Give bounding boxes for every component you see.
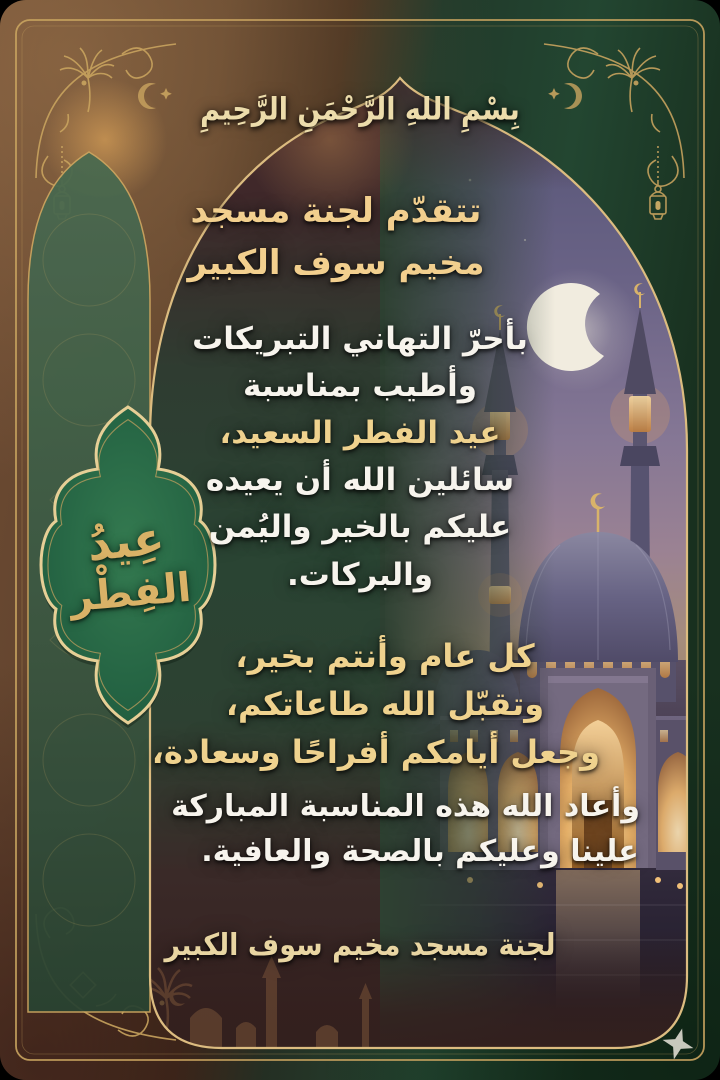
greeting-text — [158, 316, 562, 599]
bismillah-calligraphy: بِسْمِ اللهِ الرَّحْمَنِ الرَّحِيمِ — [200, 91, 520, 128]
greeting-line: بأحرّ التهاني التبريكات — [192, 321, 528, 357]
intro-line-2: مخيم سوف الكبير — [187, 242, 485, 283]
intro-text — [136, 186, 536, 289]
eid-fitr-calligraphy — [36, 441, 220, 688]
blessing-line: وجعل أيامكم أفراحًا وسعادة، — [151, 733, 600, 771]
greeting-line: والبركات. — [286, 556, 434, 593]
medallion-word-bottom: الفِطْر — [67, 564, 193, 622]
greeting-line-eid: عيد الفطر السعيد، — [219, 415, 501, 452]
signature-calligraphy: لجنة مسجد مخيم سوف الكبير — [164, 928, 556, 963]
blessing-line: كل عام وأنتم بخير، — [235, 637, 535, 675]
medallion-word-top: عِيدُ — [85, 510, 167, 572]
greeting-line: عليكم بالخير واليُمن — [208, 509, 512, 546]
closing-text — [171, 784, 640, 874]
closing-line: علينا وعليكم بالصحة والعافية. — [201, 834, 639, 869]
blessing-text — [151, 632, 600, 776]
greeting-line: سائلين الله أن يعيده — [205, 462, 515, 499]
greeting-line: وأطيب بمناسبة — [242, 368, 477, 405]
intro-line-1: تتقدّم لجنة مسجد — [190, 191, 482, 231]
closing-line: وأعاد الله هذه المناسبة المباركة — [171, 789, 640, 824]
blessing-line: وتقبّل الله طاعاتكم، — [225, 685, 545, 723]
